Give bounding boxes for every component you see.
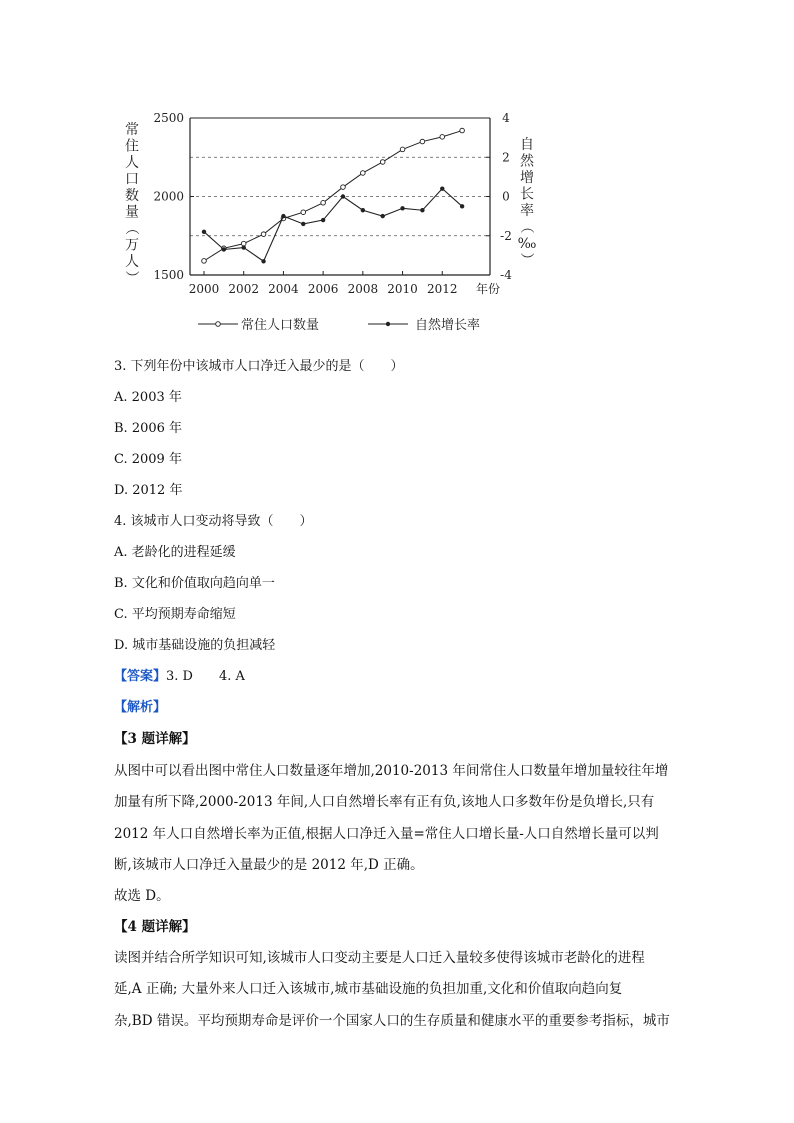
growth-rate-point <box>242 245 246 249</box>
legend-population-marker <box>216 322 221 327</box>
legend-rate-label: 自然增长率 <box>415 318 481 333</box>
population-point <box>202 259 207 264</box>
q3-detail-line-1: 从图中可以看出图中常住人口数量逐年增加,2010-2013 年间常住人口数量年增加量较往年增 <box>114 763 669 779</box>
q3-conclusion: 故选 D。 <box>114 888 170 904</box>
q3-detail-line-3: 2012 年人口自然增长率为正值,根据人口净迁入量=常住人口增长量-人口自然增长量可以判 <box>114 826 659 842</box>
axis-label-char: 自 <box>520 137 534 153</box>
axis-label-char: ） <box>123 270 139 285</box>
x-unit-label: 年份 <box>476 282 501 296</box>
legend-population-label: 常住人口数量 <box>241 318 320 333</box>
growth-rate-point <box>261 259 265 263</box>
q4-detail-line-1: 读图并结合所学知识可知,该城市人口变动主要是人口迁入量较多使得该城市老龄化的进程 <box>114 950 645 966</box>
axis-label-char: 长 <box>520 186 534 203</box>
growth-rate-point <box>202 230 206 234</box>
q4-option-d: D. 城市基础设施的负担减轻 <box>114 638 276 653</box>
q4-option-b: B. 文化和价值取向趋向单一 <box>114 576 275 591</box>
axis-label-char: 增 <box>520 170 534 186</box>
answer-text: 3. D 4. A <box>166 669 245 684</box>
axis-label-char: 然 <box>520 153 534 170</box>
growth-rate-point <box>460 204 464 208</box>
population-point <box>380 160 385 165</box>
axis-label-char: 住 <box>125 138 139 155</box>
q4-option-c: C. 平均预期寿命缩短 <box>114 607 236 622</box>
legend-rate-marker <box>386 322 390 326</box>
q4-stem: 4. 该城市人口变动将导致（ ） <box>114 514 313 529</box>
axis-label-char: ‰ <box>517 236 537 252</box>
analysis-label: 【解析】 <box>114 700 167 715</box>
population-point <box>420 139 425 144</box>
growth-rate-point <box>420 208 424 212</box>
population-point <box>241 241 246 246</box>
q3-stem: 3. 下列年份中该城市人口净迁入最少的是（ ） <box>114 359 404 374</box>
axis-label-char: （ <box>518 219 534 234</box>
growth-rate-point <box>361 208 365 212</box>
axis-label-char: ） <box>518 252 534 267</box>
q4-detail-line-2: 延,A 正确; 大量外来人口迁入该城市,城市基础设施的负担加重,文化和价值取向趋向复 <box>114 981 623 997</box>
population-point <box>341 185 346 190</box>
q3-detail-line-2: 加量有所下降,2000-2013 年间,人口自然增长率有正有负,该地人口多数年份是负增长,只有 <box>114 794 655 810</box>
population-point <box>460 128 465 133</box>
x-tick-label: 2008 <box>347 282 379 296</box>
growth-rate-point <box>321 218 325 222</box>
population-point <box>400 147 405 152</box>
answer-line <box>114 665 245 684</box>
q4-option-a: A. 老龄化的进程延缓 <box>114 545 236 560</box>
growth-rate-point <box>440 186 444 190</box>
axis-label-char: （ <box>123 221 139 235</box>
growth-rate-point <box>380 214 384 218</box>
x-tick-label: 2004 <box>268 282 299 296</box>
growth-rate-line <box>204 189 462 262</box>
population-point <box>440 135 445 140</box>
right-tick-label: 0 <box>502 189 510 204</box>
left-tick-label: 1500 <box>153 268 184 282</box>
q4-detail-line-3: 杂,BD 错误。平均预期寿命是评价一个国家人口的生存质量和健康水平的重要参考指标，城市 <box>114 1013 670 1029</box>
axis-label-char: 人 <box>125 254 139 270</box>
axis-label-char: 率 <box>520 203 534 219</box>
x-tick-label: 2012 <box>426 282 458 296</box>
growth-rate-point <box>301 222 305 226</box>
growth-rate-point <box>341 194 345 198</box>
right-axis-label <box>518 137 537 267</box>
answer-label: 【答案】 <box>114 669 167 684</box>
axis-label-char: 量 <box>125 204 139 221</box>
population-point <box>361 171 366 176</box>
right-tick-label: 4 <box>502 111 510 125</box>
q4-detail-label: 【4 题详解】 <box>114 919 196 935</box>
x-tick-label: 2000 <box>188 282 220 296</box>
axis-label-char: 人 <box>125 155 139 171</box>
q3-detail-line-4: 断,该城市人口净迁入量最少的是 2012 年,D 正确。 <box>114 857 424 873</box>
left-tick-label: 2500 <box>153 111 184 125</box>
population-point <box>301 210 306 215</box>
q3-option-d: D. 2012 年 <box>114 483 183 498</box>
left-axis-label <box>123 121 139 285</box>
axis-label-char: 数 <box>125 188 139 204</box>
population-point <box>261 232 266 237</box>
growth-rate-point <box>222 247 226 251</box>
right-tick-label: -2 <box>500 228 512 243</box>
x-tick-label: 2002 <box>228 282 259 296</box>
growth-rate-point <box>400 206 404 210</box>
left-tick-label: 2000 <box>153 189 184 204</box>
q3-detail-label: 【3 题详解】 <box>114 731 196 747</box>
axis-label-char: 万 <box>125 237 139 254</box>
right-tick-label: -4 <box>500 268 512 282</box>
x-tick-label: 2010 <box>387 282 418 296</box>
q3-option-b: B. 2006 年 <box>114 421 183 436</box>
x-tick-label: 2006 <box>307 282 339 296</box>
population-chart <box>110 100 537 345</box>
q3-option-c: C. 2009 年 <box>114 452 182 467</box>
axis-label-char: 口 <box>125 171 139 188</box>
axis-label-char: 常 <box>125 122 139 138</box>
growth-rate-point <box>281 214 285 218</box>
right-tick-label: 2 <box>502 150 510 165</box>
q3-option-a: A. 2003 年 <box>114 390 182 405</box>
population-point <box>321 200 326 205</box>
